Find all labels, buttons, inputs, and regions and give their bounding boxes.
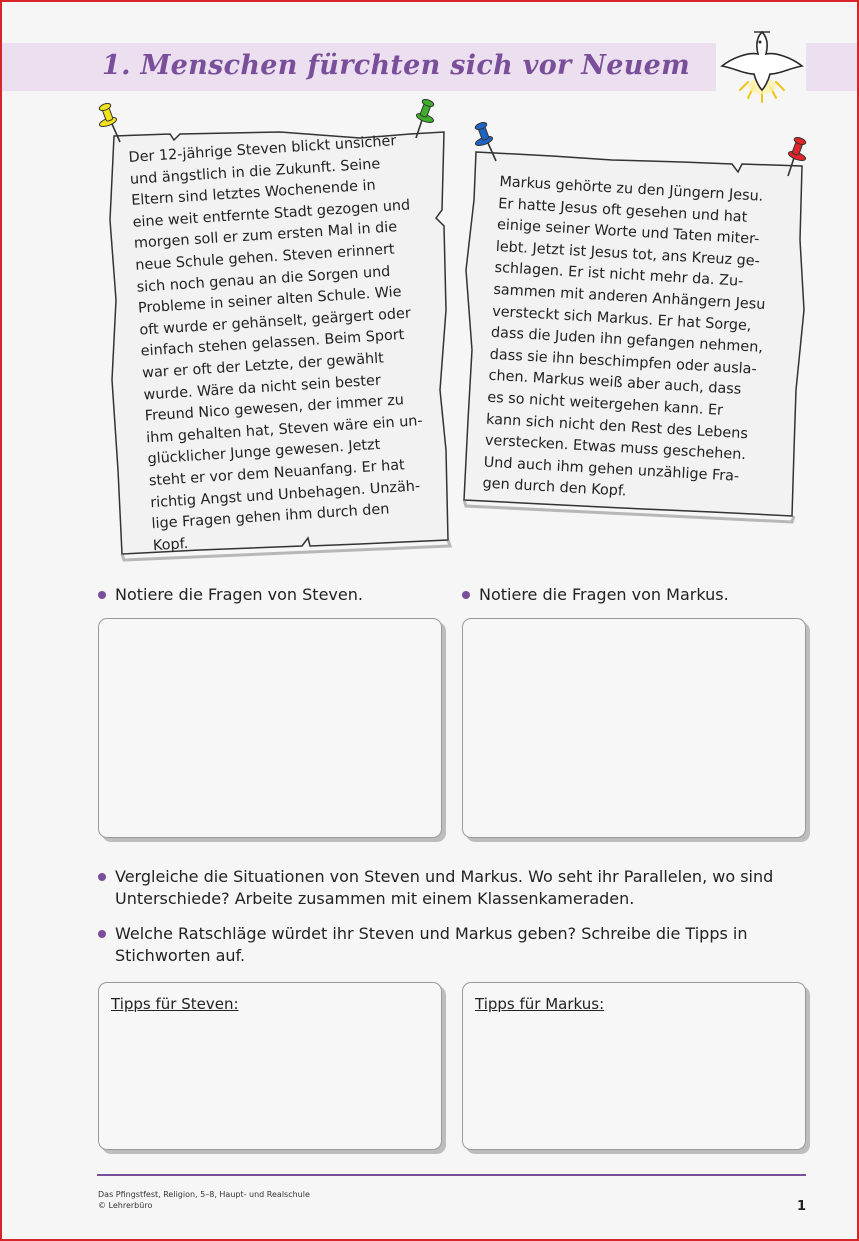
bullet-dot — [462, 591, 470, 599]
footer-credits — [98, 1189, 310, 1211]
footer-source: Das Pfingstfest, Religion, 5–8, Haupt- und Realschule — [98, 1190, 310, 1199]
dove-icon — [718, 28, 806, 108]
page-title: 1. Menschen fürchten sich vor Neuem — [102, 50, 690, 81]
answer-box-steven-questions[interactable] — [98, 618, 442, 838]
title-band-end — [806, 43, 857, 91]
tips-steven-label: Tipps für Steven: — [111, 995, 239, 1013]
story-text-steven: Der 12-jährige Steven blickt unsicher und ängstlich in die Zukunft. Seine Eltern sind letztes Wochenende in eine weit entfernte Stadt gezogen und morgen soll er zum ersten Mal in die neue Schule gehen. Steven erinnert sich noch genau an die Sorgen und Probleme in seiner alten Schule. Wie oft wurde er gehänselt, geärgert oder einfach stehen gelassen. Beim Sport war er oft der Letzte, der gewählt wurde. Wäre da nicht sein bester Freund Nico gewesen, der immer zu ihm gehalten hat, Steven wäre ein un- glücklicher Junge gewesen. Jetzt steht er vor dem Neuanfang. Er hat richtig Angst und Unbehagen. Unzäh- lige Fragen gehen ihm durch den Kopf. — [128, 133, 424, 554]
story-card-steven — [110, 130, 450, 556]
task-text: Notiere die Fragen von Steven. — [115, 585, 363, 604]
answer-box-markus-questions[interactable] — [462, 618, 806, 838]
red-pin-icon — [780, 136, 810, 178]
bullet-dot — [98, 930, 106, 938]
answer-box-tips-markus[interactable] — [462, 982, 806, 1150]
answer-box-tips-steven[interactable] — [98, 982, 442, 1150]
footer-divider — [97, 1174, 806, 1176]
page-number: 1 — [797, 1199, 807, 1214]
blue-pin-icon — [472, 121, 502, 163]
bullet-dot — [98, 873, 106, 881]
bullet-dot — [98, 591, 106, 599]
yellow-pin-icon — [96, 102, 126, 144]
task-text: Notiere die Fragen von Markus. — [479, 585, 729, 604]
tips-markus-label: Tipps für Markus: — [475, 995, 605, 1013]
story-card-markus — [462, 150, 807, 520]
footer-copyright: © Lehrerbüro — [98, 1201, 153, 1210]
story-text-markus: Markus gehörte zu den Jüngern Jesu. Er hatte Jesus oft gesehen und hat einige seiner Worte und Taten miter- lebt. Jetzt ist Jesus tot, ans Kreuz ge- schlagen. Er ist nicht mehr da. Zu- sammen mit anderen Anhängern Jesu versteckt sich Markus. Er hat Sorge, dass die Juden ihn gefangen nehmen, dass sie ihn beschimpfen oder ausla- chen. Markus weiß aber auch, dass es so nicht weitergehen kann. Er kann sich nicht den Rest des Lebens verstecken. Etwas muss geschehen. Und auch ihm gehen unzählige Fra- gen durch den Kopf. — [482, 173, 766, 500]
green-pin-icon — [408, 98, 438, 140]
task-text: Welche Ratschläge würdet ihr Steven und Markus geben? Schreibe die Tipps in Stichworten auf. — [115, 924, 748, 965]
task-text: Vergleiche die Situationen von Steven und Markus. Wo seht ihr Parallelen, wo sind Unterschiede? Arbeite zusammen mit einem Klassenkameraden. — [115, 867, 774, 908]
